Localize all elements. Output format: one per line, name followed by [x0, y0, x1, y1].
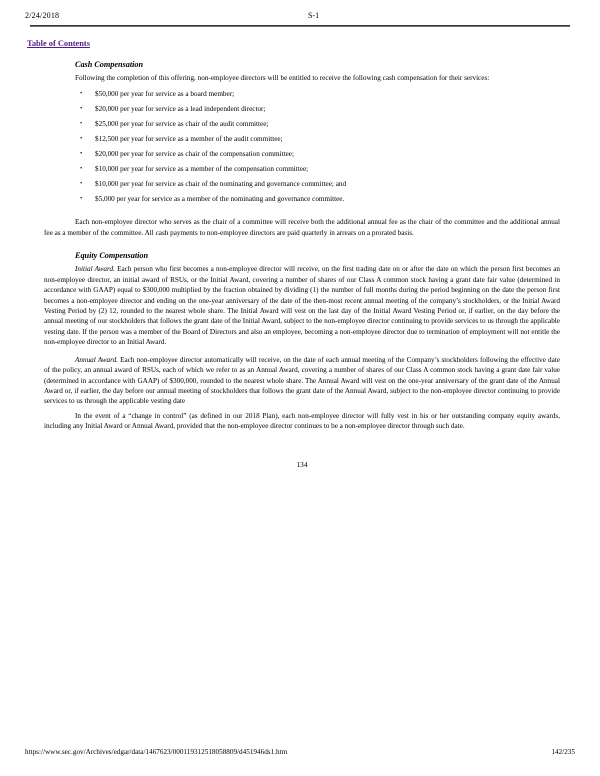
bullet-text: $50,000 per year for service as a board member; [95, 89, 235, 98]
bullet-item [44, 104, 560, 114]
bullet-text: $25,000 per year for service as chair of the audit committee; [95, 119, 269, 128]
bullet-text: $20,000 per year for service as chair of the compensation committee; [95, 149, 294, 158]
bullet-item [44, 194, 560, 204]
bullet-icon: • [80, 104, 83, 112]
document-title: S-1 [308, 11, 320, 20]
bullet-icon: • [80, 119, 83, 127]
toc-link[interactable]: Table of Contents [27, 39, 90, 48]
footer-url: https://www.sec.gov/Archives/edgar/data/1467623/000119312518058809/d451946ds1.htm [25, 748, 288, 756]
bullet-text: $10,000 per year for service as a member of the compensation committee; [95, 164, 309, 173]
bullet-item [44, 134, 560, 144]
bullet-icon: • [80, 164, 83, 172]
document-body [44, 60, 560, 432]
change-in-control-paragraph: In the event of a “change in control” (as defined in our 2018 Plan), each non-employee director will fully vest in his or her outstanding company equity awards, including any Initial Award or Annual Award, provided that the non-employee director continues to be a non-employee director through such date. [44, 411, 560, 431]
cash-bullet-list [44, 89, 560, 204]
bullet-item [44, 149, 560, 159]
initial-award-lead: Initial Award. [75, 265, 115, 274]
bullet-item [44, 164, 560, 174]
equity-compensation-heading: Equity Compensation [75, 250, 149, 260]
footer [25, 748, 575, 756]
header-rule [30, 25, 570, 27]
footer-page-indicator: 142/235 [551, 748, 575, 756]
annual-award-text: Each non-employee director automatically will receive, on the date of each annual meeting of the Company’s stockholders following the effective date of the policy, an annual award of RSUs, each of which we refer to as an Annual Award, covering a number of shares of our Class A common stock having a grant date fair value (determined in accordance with GAAP) of $300,000, rounded to the nearest whole share. The Annual Award will vest on the one-year anniversary of the grant date of the Annual Award or, if earlier, the day before our annual meeting of stockholders that follows the grant date of the Annual Award, subject to the non-employee director continuing to provide services to us through the applicable vesting date [44, 355, 560, 406]
bullet-icon: • [80, 194, 83, 202]
bullet-icon: • [80, 179, 83, 187]
bullet-text: $20,000 per year for service as a lead independent director; [95, 104, 266, 113]
page-number: 134 [296, 460, 308, 469]
bullet-text: $10,000 per year for service as chair of the nominating and governance committee; and [95, 179, 347, 188]
cash-intro-paragraph: Following the completion of this offering, non-employee directors will be entitled to receive the following cash compensation for their services: [75, 73, 490, 82]
bullet-icon: • [80, 134, 83, 142]
bullet-text: $12,500 per year for service as a member of the audit committee; [95, 134, 283, 143]
bullet-text: $5,000 per year for service as a member of the nominating and governance committee. [95, 194, 345, 203]
bullet-item [44, 179, 560, 189]
bullet-icon: • [80, 89, 83, 97]
chair-fee-paragraph: Each non-employee director who serves as the chair of a committee will receive both the additional annual fee as the chair of the committee and the additional annual fee as a member of the committee. All cash payments to non-employee directors are paid quarterly in arrears on a prorated basis. [44, 218, 560, 237]
initial-award-paragraph [44, 264, 560, 347]
header-date: 2/24/2018 [25, 11, 60, 20]
bullet-item [44, 89, 560, 99]
annual-award-paragraph [44, 355, 560, 407]
annual-award-lead: Annual Award. [75, 355, 119, 364]
bullet-item [44, 119, 560, 129]
initial-award-text: Each person who first becomes a non-employee director will receive, on the first trading date on or after the date on which the person first becomes an non-employee director, an initial award of RSUs, or the Initial Award, covering a number of shares of our Class A common stock having a grant date fair value (determined in accordance with GAAP) equal to $300,000 multiplied by the fraction obtained by dividing (1) the number of full months during the period beginning on the date the person first becomes a non-employee director and ending on the one-year anniversary of the date of the then-most recent annual meeting of the company’s stockholders, or the Initial Award Vesting Period by (2) 12, rounded to the nearest whole share. The Initial Award will vest on the last day of the Initial Award Vesting Period or, if earlier, on the day before the annual meeting of our stockholders that follows the grant date of the Initial Award, subject to the non-employee director continuing to provide services to us through the applicable vesting date. If the person was a member of the Board of Directors and also an employee, becoming a non-employee director due to termination of employment will not entitle the non-employee director to an Initial Award. [44, 265, 560, 347]
cash-compensation-heading: Cash Compensation [75, 60, 144, 69]
bullet-icon: • [80, 149, 83, 157]
